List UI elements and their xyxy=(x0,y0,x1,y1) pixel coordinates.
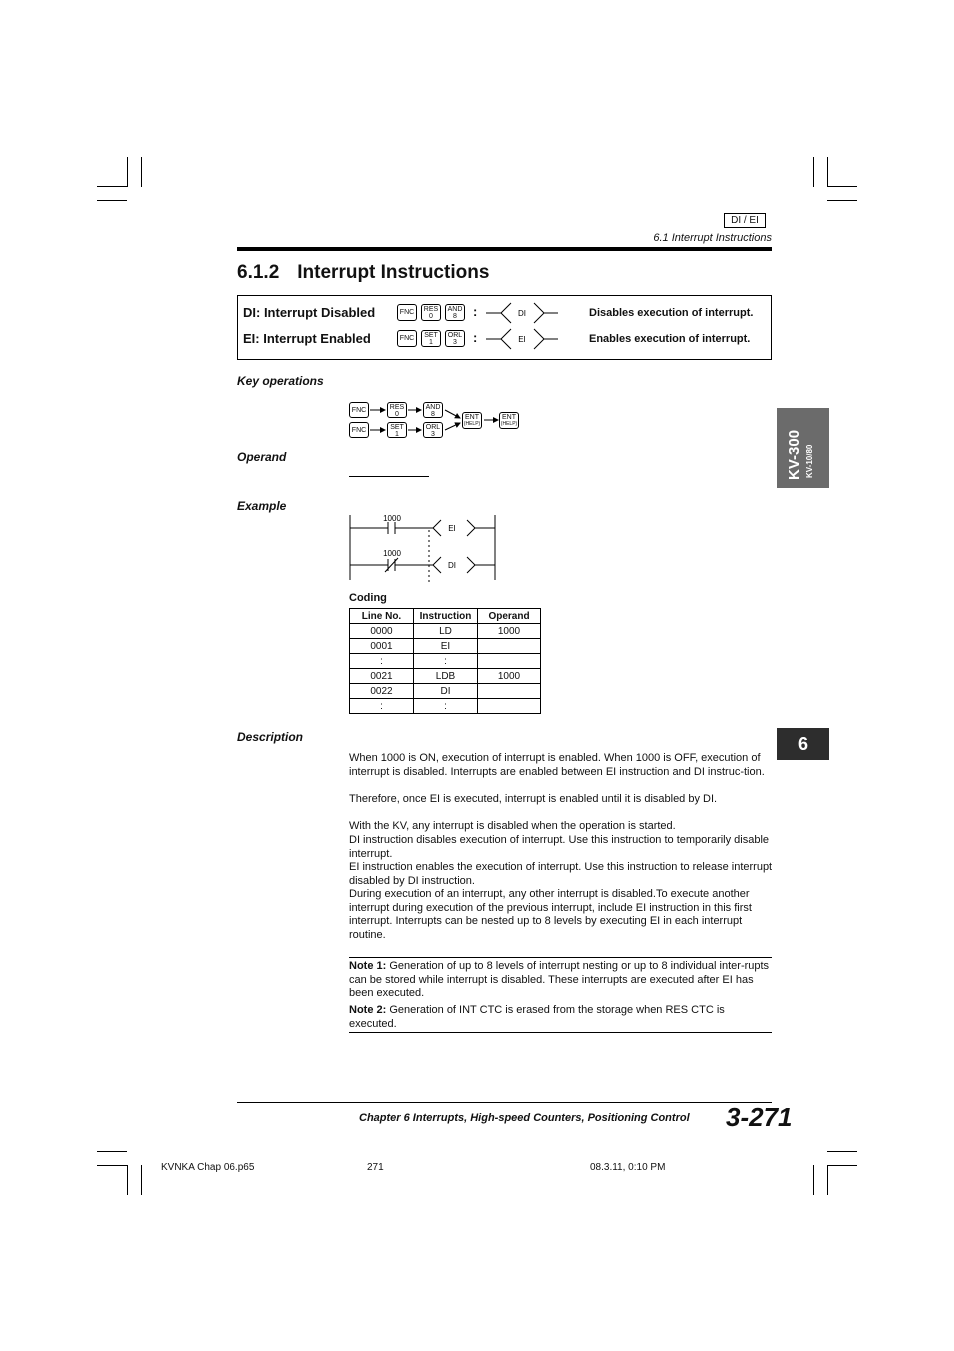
crop-mark xyxy=(827,1165,828,1195)
note-1 xyxy=(349,960,773,1001)
instruction-symbol-di xyxy=(486,300,566,326)
operand-none-line xyxy=(349,476,429,477)
crop-mark xyxy=(97,200,127,201)
key-res: RES 0 xyxy=(387,402,407,418)
crop-mark xyxy=(97,1165,127,1166)
label-operand: Operand xyxy=(237,450,287,464)
ladder-diagram xyxy=(345,510,505,585)
cell-operand xyxy=(478,654,541,669)
crop-mark xyxy=(827,1165,857,1166)
cell-line-no: 0000 xyxy=(350,624,414,639)
cell-line-no: 0001 xyxy=(350,639,414,654)
section-subtitle: 6.1 Interrupt Instructions xyxy=(653,232,772,244)
cell-line-no: : xyxy=(350,699,414,714)
notes-top-rule xyxy=(349,957,772,958)
cell-line-no: 0022 xyxy=(350,684,414,699)
note-text: Generation of up to 8 levels of interrupt nesting or up to 8 individual inter-rupts can be stored while interrupt is disabled. These interrupts are executed after EI has been executed. xyxy=(349,960,770,1000)
cell-line-no: 0021 xyxy=(350,669,414,684)
table-row xyxy=(350,639,541,654)
description-paragraph: DI instruction disables execution of interrupt. Use this instruction to temporarily disable interrupt. xyxy=(349,834,770,860)
crop-mark xyxy=(827,186,857,187)
note-label: Note 1: xyxy=(349,960,387,972)
instruction-name-ei: EI: Interrupt Enabled xyxy=(243,331,371,346)
header-rule xyxy=(237,247,772,251)
cell-line-no: : xyxy=(350,654,414,669)
key-fnc: FNC xyxy=(349,402,369,418)
note-2 xyxy=(349,1004,773,1031)
instruction-desc-di: Disables execution of interrupt. xyxy=(589,307,754,319)
cell-instruction: DI xyxy=(414,684,478,699)
crop-mark xyxy=(97,186,127,187)
col-header-instruction: Instruction xyxy=(414,609,478,624)
crop-mark xyxy=(813,157,814,187)
slug-date: 08.3.11, 0:10 PM xyxy=(590,1162,666,1173)
key-and: AND 8 xyxy=(445,304,465,321)
coding-label: Coding xyxy=(349,592,387,604)
crop-mark xyxy=(827,1151,857,1152)
product-tab-sub: KV-10/80 xyxy=(805,444,814,478)
footer-rule xyxy=(237,1102,772,1103)
product-side-tab xyxy=(777,408,829,488)
cell-operand xyxy=(478,639,541,654)
description-paragraph: EI instruction enables the execution of interrupt. Use this instruction to release interrupt disabled by DI instruction. xyxy=(349,861,773,887)
table-row xyxy=(350,654,541,669)
page-title xyxy=(237,262,489,284)
key-ent: ENT (HELP) xyxy=(500,414,518,427)
label-key-operations: Key operations xyxy=(237,374,324,388)
table-row xyxy=(350,684,541,699)
table-header-row xyxy=(350,609,541,624)
cell-instruction: : xyxy=(414,654,478,669)
table-row xyxy=(350,624,541,639)
crop-mark xyxy=(827,200,857,201)
table-row xyxy=(350,669,541,684)
key-orl: ORL 3 xyxy=(423,422,443,438)
separator-colon: : xyxy=(473,330,478,345)
key-fnc: FNC xyxy=(349,422,369,438)
description-paragraph: During execution of an interrupt, any other interrupt is disabled.To execute another interrupt during execution of the previous interrupt, include EI instruction in this first interrupt. Interrupts can be nested up to 8 levels by executing EI in each interrupt routine. xyxy=(349,888,752,941)
cell-operand xyxy=(478,684,541,699)
product-tab-main: KV-300 xyxy=(786,429,803,480)
separator-colon: : xyxy=(473,304,478,319)
crop-mark xyxy=(141,1165,142,1195)
note-label: Note 2: xyxy=(349,1004,387,1016)
col-header-line-no: Line No. xyxy=(350,609,414,624)
coding-table xyxy=(349,608,541,714)
crop-mark xyxy=(141,157,142,187)
crop-mark xyxy=(127,157,128,187)
section-number: 6.1.2 xyxy=(237,262,280,283)
chapter-tab: 6 xyxy=(777,728,829,760)
instruction-name-di: DI: Interrupt Disabled xyxy=(243,305,376,320)
coil-label-di: DI xyxy=(448,561,456,570)
label-description: Description xyxy=(237,730,304,744)
key-fnc: FNC xyxy=(397,330,417,347)
slug-file: KVNKA Chap 06.p65 xyxy=(161,1162,255,1173)
key-ent: ENT (HELP) xyxy=(463,414,481,427)
di-mnemonic: DI xyxy=(518,309,526,318)
crop-mark xyxy=(127,1165,128,1195)
page-number: 3-271 xyxy=(726,1102,793,1132)
coil-label-ei: EI xyxy=(448,524,456,533)
notes-bottom-rule xyxy=(349,1032,772,1033)
note-text: Generation of INT CTC is erased from the storage when RES CTC is executed. xyxy=(349,1004,725,1030)
label-example: Example xyxy=(237,499,287,513)
section-tag: DI / EI xyxy=(724,213,766,228)
contact-label-1: 1000 xyxy=(383,514,401,523)
cell-operand: 1000 xyxy=(478,669,541,684)
col-header-operand: Operand xyxy=(478,609,541,624)
crop-mark xyxy=(97,1151,127,1152)
key-res: RES 0 xyxy=(421,304,441,321)
instruction-symbol-ei xyxy=(486,326,566,352)
cell-instruction: EI xyxy=(414,639,478,654)
ei-mnemonic: EI xyxy=(518,335,526,344)
section-title: Interrupt Instructions xyxy=(297,262,490,283)
footer-chapter-title: Chapter 6 Interrupts, High-speed Counters, Positioning Control xyxy=(359,1112,690,1124)
slug-page: 271 xyxy=(367,1162,384,1173)
table-row xyxy=(350,699,541,714)
description-paragraph: When 1000 is ON, execution of interrupt is enabled. When 1000 is OFF, execution of interrupt is disabled. Interrupts are enabled between EI instruction and DI instruc-tion. xyxy=(349,752,765,778)
description-paragraph: Therefore, once EI is executed, interrupt is enabled until it is disabled by DI. xyxy=(349,793,718,805)
key-and: AND 8 xyxy=(423,402,443,418)
key-set: SET 1 xyxy=(387,422,407,438)
crop-mark xyxy=(813,1165,814,1195)
cell-operand xyxy=(478,699,541,714)
cell-operand: 1000 xyxy=(478,624,541,639)
cell-instruction: : xyxy=(414,699,478,714)
key-set: SET 1 xyxy=(421,330,441,347)
instruction-desc-ei: Enables execution of interrupt. xyxy=(589,333,751,345)
cell-instruction: LD xyxy=(414,624,478,639)
crop-mark xyxy=(827,157,828,187)
key-orl: ORL 3 xyxy=(445,330,465,347)
contact-label-2: 1000 xyxy=(383,549,401,558)
key-fnc: FNC xyxy=(397,304,417,321)
cell-instruction: LDB xyxy=(414,669,478,684)
product-tab-label xyxy=(777,408,829,488)
description-paragraph: With the KV, any interrupt is disabled when the operation is started. xyxy=(349,820,676,832)
